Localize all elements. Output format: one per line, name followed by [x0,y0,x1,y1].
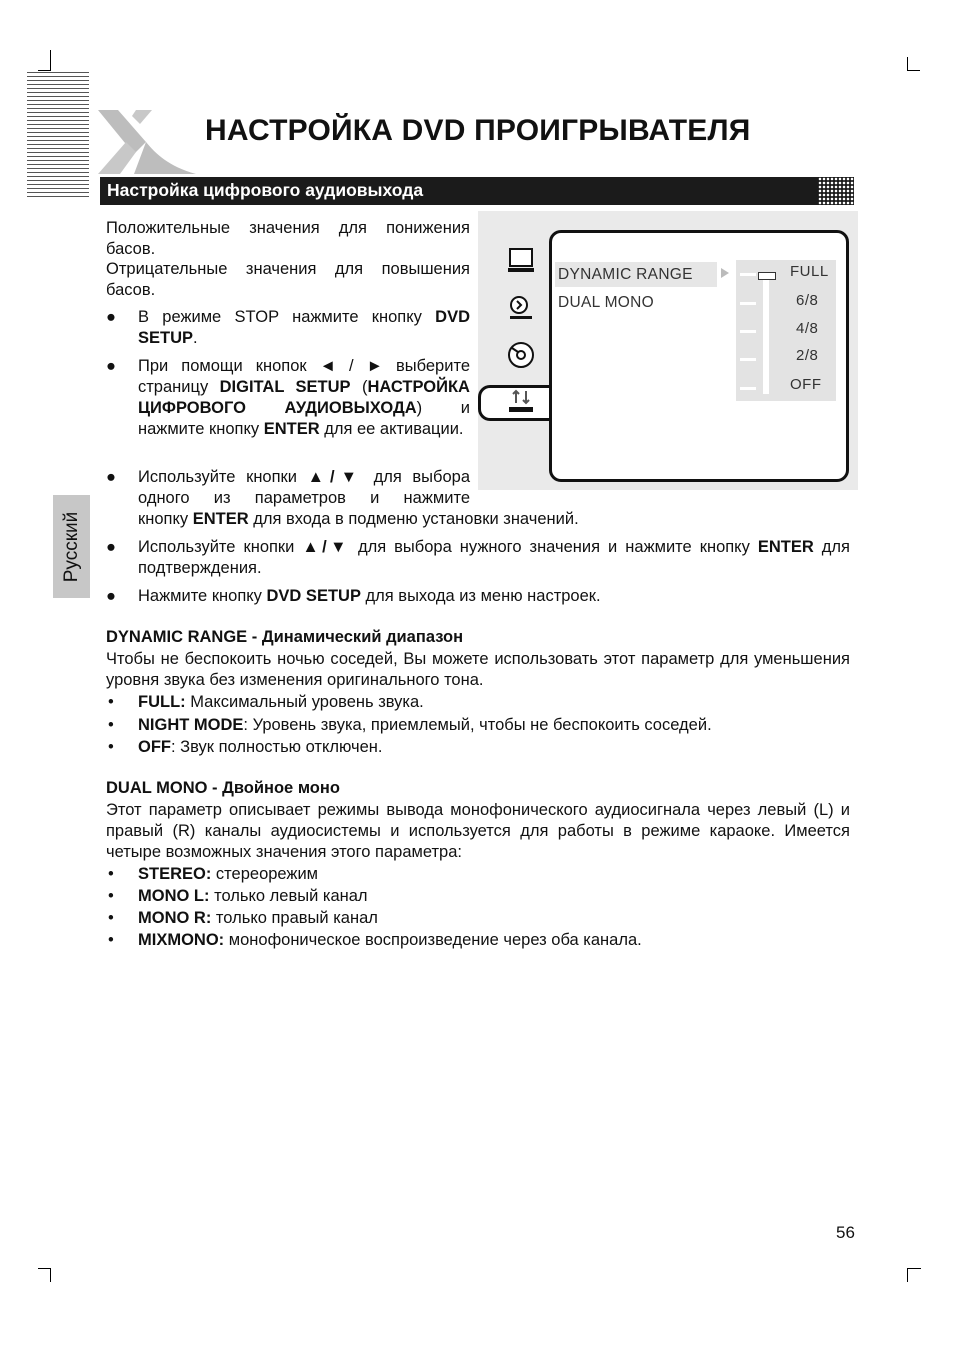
crop-mark-top-right-h [907,70,920,71]
step-5-text: Нажмите кнопку DVD SETUP для выхода из меню настроек. [138,587,601,605]
crop-mark-bottom-right-v [907,1268,908,1282]
osd-scale-label-off[interactable]: OFF [790,376,822,393]
language-tab-label: Русский [60,511,82,582]
language-tab [53,495,90,598]
osd-scale-knob[interactable] [758,272,776,280]
section-header-bar [100,177,854,205]
tv-setup-icon [506,246,536,276]
bullet-icon: • [108,865,114,883]
crop-mark-top-right [907,57,908,71]
dynamic-range-item-term: FULL: [138,693,186,711]
speaker-setup-icon [506,293,536,323]
section-bar-dots [818,177,854,205]
osd-menu-item-dynamic-range[interactable]: DYNAMIC RANGE [558,266,693,283]
intro-paragraph-1: Положительные значения для понижения басов. [106,219,470,258]
step-5 [106,586,850,607]
bullet-icon: ● [106,587,116,605]
dual-mono-item-term: MONO R: [138,909,212,927]
osd-scale-tick [740,302,756,305]
header-stripes [27,72,89,200]
osd-scale-tick [740,387,756,390]
step-4 [106,537,850,579]
dual-mono-item-term: MONO L: [138,887,210,905]
bullet-icon: ● [106,468,116,486]
dynamic-range-item-text: : Звук полностью отключен. [171,738,383,756]
dual-mono-item-text: только левый канал [209,887,368,905]
page-title: НАСТРОЙКА DVD ПРОИГРЫВАТЕЛЯ [205,114,751,147]
bullet-icon: ● [106,357,116,375]
osd-dynamic-range-scale [736,260,836,401]
crop-mark-top-left [50,50,51,70]
osd-scale-label-6-8[interactable]: 6/8 [796,292,819,309]
dual-mono-item-text: монофоническое воспроизведение через оба канала. [224,931,642,949]
crop-mark-bottom-right [907,1268,921,1269]
step-1 [106,307,470,349]
dual-mono-item-text: только правый канал [211,909,378,927]
step-1-text: В режиме STOP нажмите кнопку DVD SETUP. [138,308,470,347]
disc-setup-icon [506,340,536,370]
dual-mono-description: Этот параметр описывает режимы вывода монофонического аудиосигнала через левый (L) и правый (R) каналы аудиосистемы и используется для работы в режиме караоке. Имеется четыре возможных значения этого параметра: [106,801,850,861]
osd-scale-track [763,272,769,394]
dual-mono-heading: DUAL MONO - Двойное моно [106,779,340,797]
osd-scale-label-full[interactable]: FULL [790,263,829,280]
dynamic-range-description: Чтобы не беспокоить ночью соседей, Вы можете использовать этот параметр для уменьшения уровня звука без изменения оригинального тона. [106,650,850,689]
dual-mono-item-term: MIXMONO: [138,931,225,949]
bullet-icon: ● [106,538,116,556]
osd-scale-label-4-8[interactable]: 4/8 [796,320,819,337]
osd-submenu-arrow-icon [721,268,729,278]
dual-mono-item-term: STEREO: [138,865,212,883]
bullet-icon: • [108,693,114,711]
osd-scale-label-2-8[interactable]: 2/8 [796,347,819,364]
bullet-icon: • [108,738,114,756]
step-2 [106,356,470,466]
osd-menu-item-dual-mono[interactable]: DUAL MONO [558,294,654,311]
osd-scale-tick [740,273,756,276]
step-3-text: Используйте кнопки ▲/▼ для выбора одного из параметров и нажмите кнопку ENTER для входа в подменю установки значений. [138,468,579,528]
bullet-icon: • [108,909,114,927]
osd-scale-tick [740,358,756,361]
intro-paragraph-2: Отрицательные значения для повышения басов. [106,260,470,299]
dynamic-range-heading: DYNAMIC RANGE - Динамический диапазон [106,628,464,646]
dynamic-range-item-text: : Уровень звука, приемлемый, чтобы не беспокоить соседей. [243,716,712,734]
bullet-icon: • [108,931,114,949]
bullet-icon: • [108,887,114,905]
step-2-text: При помощи кнопок ◄ / ► выберите страницу DIGITAL SETUP (НАСТРОЙКА ЦИФРОВОГО АУДИОВЫХОДА) и нажмите кнопку ENTER для ее активации. [138,357,470,438]
bullet-icon: ● [106,308,116,326]
dynamic-range-item-text: Максимальный уровень звука. [185,693,424,711]
dynamic-range-item-term: NIGHT MODE [138,716,244,734]
section-title: Настройка цифрового аудиовыхода [107,180,424,200]
bullet-icon: • [108,716,114,734]
digital-setup-icon [506,387,536,417]
dynamic-range-item-term: OFF [138,738,171,756]
step-4-text: Используйте кнопки ▲/▼ для выбора нужного значения и нажмите кнопку ENTER для подтверждения. [138,538,850,577]
dual-mono-item-text: стереорежим [211,865,319,883]
osd-scale-tick [740,330,756,333]
crop-mark-bottom-left-v [50,1268,51,1282]
brand-x-logo [96,108,196,178]
osd-menu-screenshot [478,211,858,490]
crop-mark-top-left-h [38,70,51,71]
page-number: 56 [836,1223,855,1242]
